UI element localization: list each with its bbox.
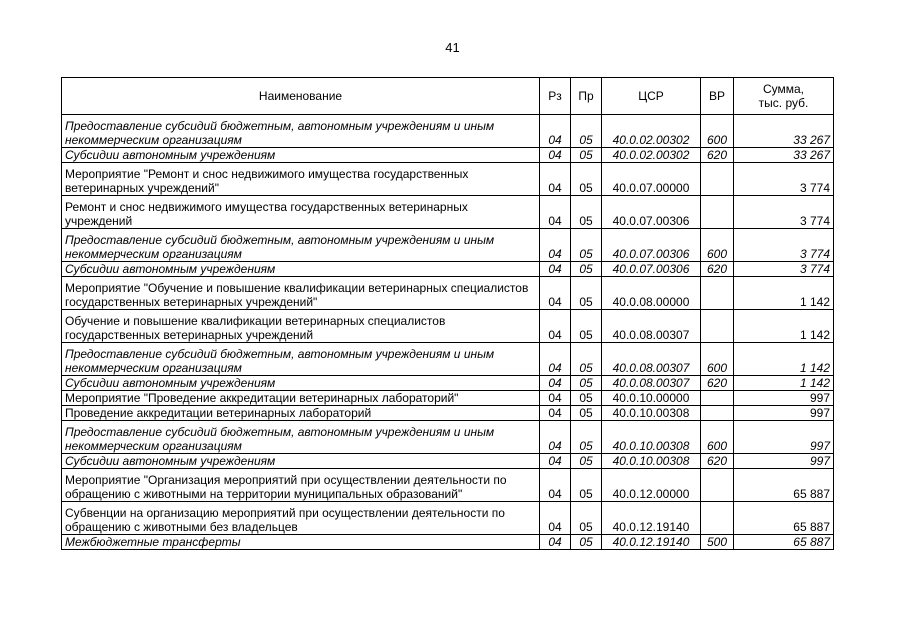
row-pr: 05 (571, 196, 602, 229)
row-pr: 05 (571, 406, 602, 421)
row-sum: 3 774 (734, 229, 834, 262)
row-csr: 40.0.07.00000 (602, 163, 701, 196)
row-rz: 04 (540, 148, 571, 163)
row-vr: 600 (701, 421, 734, 454)
row-sum: 997 (734, 391, 834, 406)
row-vr: 600 (701, 229, 734, 262)
page-number: 41 (445, 40, 460, 55)
row-rz: 04 (540, 454, 571, 469)
row-pr: 05 (571, 148, 602, 163)
row-name: Проведение аккредитации ветеринарных лабораторий (62, 406, 540, 421)
row-sum: 3 774 (734, 262, 834, 277)
table-row (62, 196, 834, 229)
row-rz: 04 (540, 469, 571, 502)
row-vr (701, 196, 734, 229)
header-sum (734, 78, 834, 115)
table-row (62, 421, 834, 454)
row-sum: 1 142 (734, 310, 834, 343)
header-rz: Рз (540, 78, 571, 115)
row-name: Предоставление субсидий бюджетным, автономным учреждениям и иным некоммерческим организациям (62, 343, 540, 376)
row-rz: 04 (540, 535, 571, 550)
table-row (62, 469, 834, 502)
row-vr: 600 (701, 115, 734, 148)
row-csr: 40.0.07.00306 (602, 262, 701, 277)
row-name: Мероприятие "Организация мероприятий при осуществлении деятельности по обращению с животными на территории муниципальных образований" (62, 469, 540, 502)
row-vr (701, 163, 734, 196)
header-name: Наименование (62, 78, 540, 115)
table-row (62, 310, 834, 343)
row-vr: 600 (701, 343, 734, 376)
row-vr (701, 469, 734, 502)
table-row (62, 502, 834, 535)
row-pr: 05 (571, 229, 602, 262)
table-row (62, 391, 834, 406)
table-row (62, 454, 834, 469)
row-sum: 33 267 (734, 148, 834, 163)
row-csr: 40.0.08.00307 (602, 343, 701, 376)
row-name: Предоставление субсидий бюджетным, автономным учреждениям и иным некоммерческим организациям (62, 115, 540, 148)
row-csr: 40.0.08.00307 (602, 376, 701, 391)
row-name: Субсидии автономным учреждениям (62, 376, 540, 391)
row-vr: 500 (701, 535, 734, 550)
row-rz: 04 (540, 115, 571, 148)
row-rz: 04 (540, 163, 571, 196)
row-vr (701, 277, 734, 310)
row-sum: 65 887 (734, 502, 834, 535)
row-pr: 05 (571, 277, 602, 310)
row-rz: 04 (540, 310, 571, 343)
table-body (62, 115, 834, 550)
row-pr: 05 (571, 115, 602, 148)
row-name: Субвенции на организацию мероприятий при осуществлении деятельности по обращению с животными без владельцев (62, 502, 540, 535)
row-csr: 40.0.12.19140 (602, 502, 701, 535)
header-csr: ЦСР (602, 78, 701, 115)
row-sum: 33 267 (734, 115, 834, 148)
row-name: Ремонт и снос недвижимого имущества государственных ветеринарных учреждений (62, 196, 540, 229)
header-pr: Пр (571, 78, 602, 115)
table-row (62, 535, 834, 550)
row-name: Обучение и повышение квалификации ветеринарных специалистов государственных ветеринарных учреждений (62, 310, 540, 343)
row-vr (701, 502, 734, 535)
header-sum-line2: тыс. руб. (758, 96, 809, 110)
table-header-row (62, 78, 834, 115)
table-row (62, 115, 834, 148)
budget-table (61, 77, 834, 550)
row-sum: 3 774 (734, 196, 834, 229)
row-sum: 1 142 (734, 277, 834, 310)
row-name: Мероприятие "Ремонт и снос недвижимого имущества государственных ветеринарных учреждений" (62, 163, 540, 196)
table-row (62, 376, 834, 391)
row-csr: 40.0.02.00302 (602, 115, 701, 148)
row-rz: 04 (540, 343, 571, 376)
row-csr: 40.0.12.00000 (602, 469, 701, 502)
row-vr: 620 (701, 148, 734, 163)
table-row (62, 406, 834, 421)
row-sum: 65 887 (734, 469, 834, 502)
row-vr (701, 310, 734, 343)
row-csr: 40.0.08.00000 (602, 277, 701, 310)
row-csr: 40.0.07.00306 (602, 229, 701, 262)
header-sum-line1: Сумма, (762, 82, 805, 96)
row-sum: 1 142 (734, 376, 834, 391)
row-csr: 40.0.07.00306 (602, 196, 701, 229)
table-row (62, 148, 834, 163)
row-pr: 05 (571, 454, 602, 469)
row-rz: 04 (540, 229, 571, 262)
row-rz: 04 (540, 277, 571, 310)
row-pr: 05 (571, 262, 602, 277)
row-pr: 05 (571, 163, 602, 196)
row-vr (701, 391, 734, 406)
row-name: Мероприятие "Проведение аккредитации ветеринарных лабораторий" (62, 391, 540, 406)
row-sum: 3 774 (734, 163, 834, 196)
row-sum: 997 (734, 406, 834, 421)
table-row (62, 343, 834, 376)
row-rz: 04 (540, 421, 571, 454)
row-rz: 04 (540, 196, 571, 229)
row-pr: 05 (571, 421, 602, 454)
row-sum: 65 887 (734, 535, 834, 550)
row-name: Субсидии автономным учреждениям (62, 148, 540, 163)
row-sum: 997 (734, 454, 834, 469)
row-csr: 40.0.12.19140 (602, 535, 701, 550)
table-row (62, 163, 834, 196)
row-pr: 05 (571, 535, 602, 550)
row-rz: 04 (540, 406, 571, 421)
row-vr: 620 (701, 454, 734, 469)
row-pr: 05 (571, 343, 602, 376)
row-name: Предоставление субсидий бюджетным, автономным учреждениям и иным некоммерческим организациям (62, 421, 540, 454)
row-pr: 05 (571, 469, 602, 502)
row-name: Субсидии автономным учреждениям (62, 454, 540, 469)
row-csr: 40.0.02.00302 (602, 148, 701, 163)
row-csr: 40.0.10.00000 (602, 391, 701, 406)
row-pr: 05 (571, 391, 602, 406)
row-rz: 04 (540, 262, 571, 277)
table-row (62, 229, 834, 262)
row-vr: 620 (701, 262, 734, 277)
row-sum: 1 142 (734, 343, 834, 376)
row-csr: 40.0.10.00308 (602, 406, 701, 421)
row-name: Межбюджетные трансферты (62, 535, 540, 550)
row-csr: 40.0.10.00308 (602, 421, 701, 454)
table-row (62, 277, 834, 310)
row-vr: 620 (701, 376, 734, 391)
row-name: Предоставление субсидий бюджетным, автономным учреждениям и иным некоммерческим организациям (62, 229, 540, 262)
row-csr: 40.0.08.00307 (602, 310, 701, 343)
row-sum: 997 (734, 421, 834, 454)
row-pr: 05 (571, 502, 602, 535)
row-rz: 04 (540, 376, 571, 391)
row-name: Субсидии автономным учреждениям (62, 262, 540, 277)
row-vr (701, 406, 734, 421)
header-vr: ВР (701, 78, 734, 115)
row-rz: 04 (540, 502, 571, 535)
row-pr: 05 (571, 376, 602, 391)
row-name: Мероприятие "Обучение и повышение квалификации ветеринарных специалистов государственных ветеринарных учреждений" (62, 277, 540, 310)
row-rz: 04 (540, 391, 571, 406)
table-row (62, 262, 834, 277)
row-csr: 40.0.10.00308 (602, 454, 701, 469)
row-pr: 05 (571, 310, 602, 343)
